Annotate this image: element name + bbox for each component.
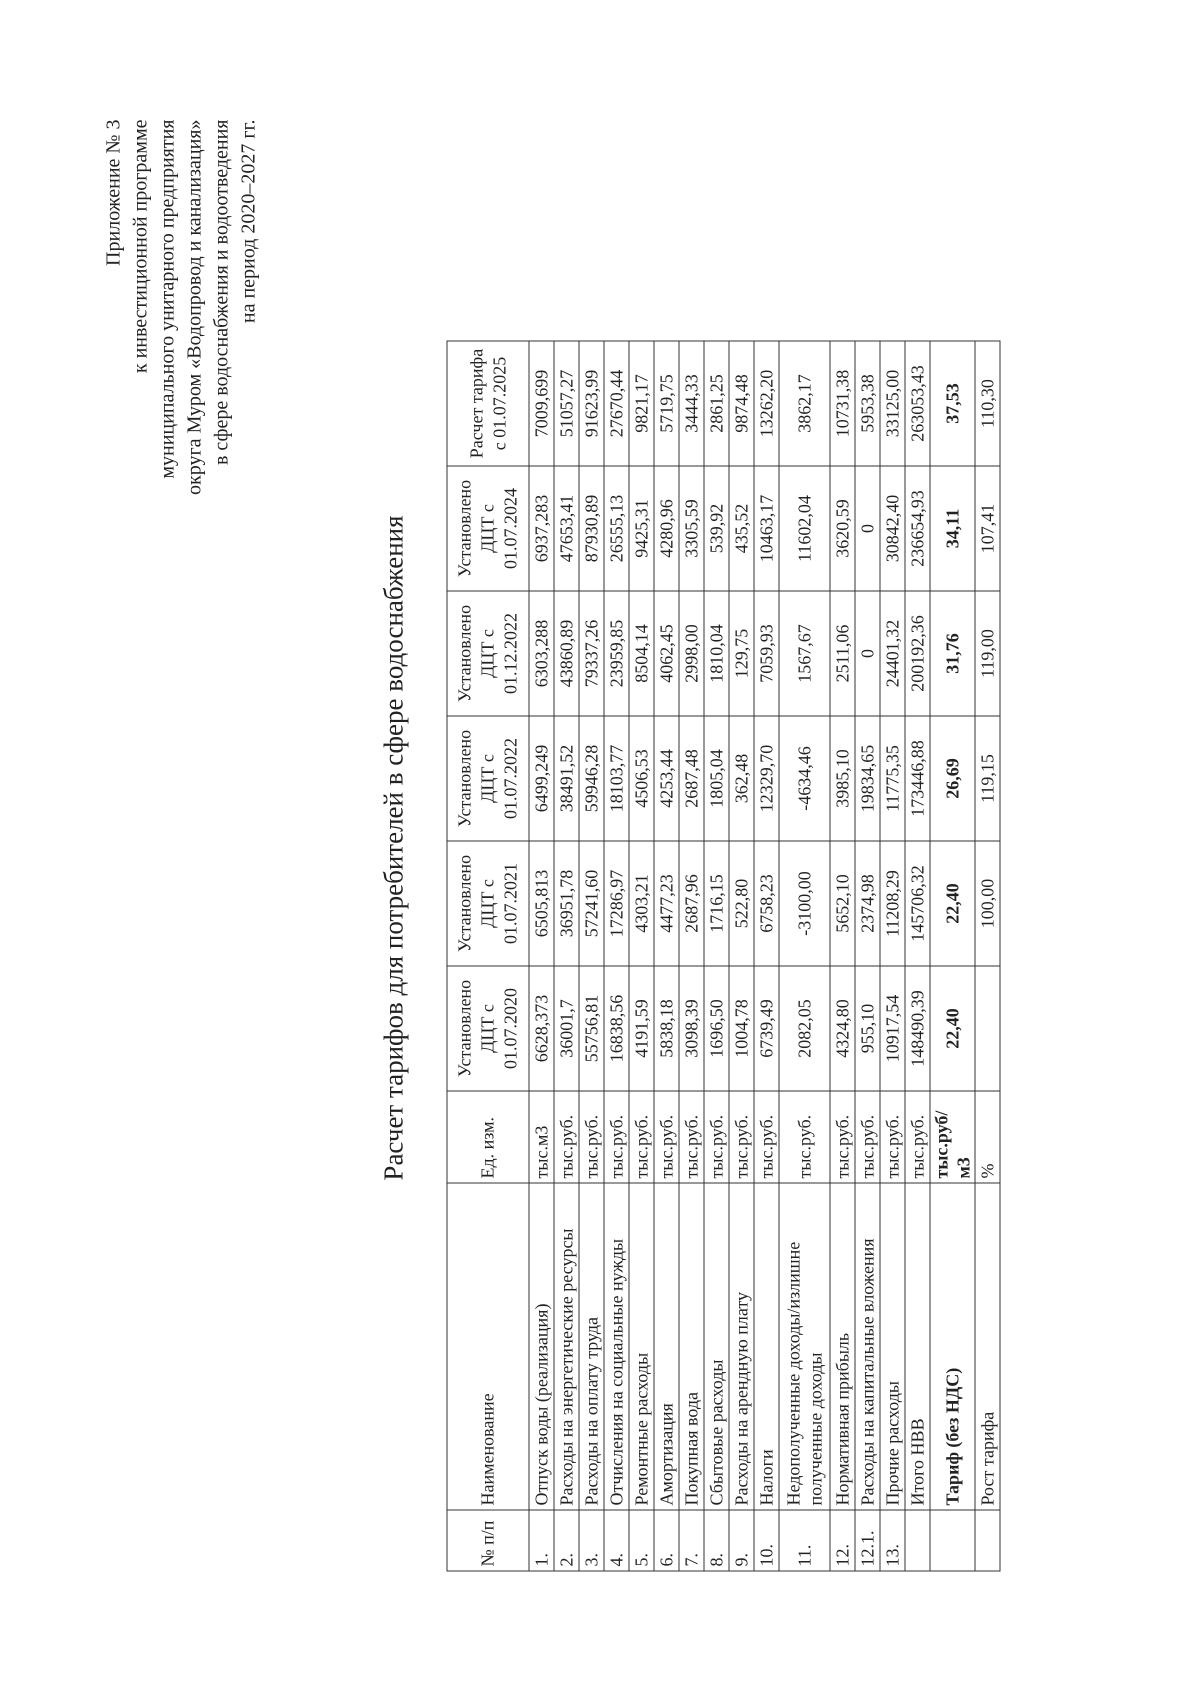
row-value-cell: 110,30 xyxy=(975,341,1000,466)
header-col-2024: Установлено ДЦТ с 01.07.2024 xyxy=(447,466,529,591)
row-name-cell: Прочие расходы xyxy=(880,1183,905,1510)
row-name-cell: Покупная вода xyxy=(679,1183,704,1510)
header-name: Наименование xyxy=(447,1183,529,1510)
row-value-cell: 1810,04 xyxy=(704,591,729,716)
row-value-cell: 27670,44 xyxy=(604,341,629,466)
row-value-cell: 31,76 xyxy=(930,591,975,716)
row-value-cell: 1696,50 xyxy=(704,966,729,1091)
row-num-cell: 1. xyxy=(529,1510,554,1571)
table-header-row xyxy=(447,341,529,1571)
row-value-cell: 26,69 xyxy=(930,716,975,841)
row-value-cell: -4634,46 xyxy=(779,716,830,841)
row-value-cell: 17286,97 xyxy=(604,841,629,966)
row-value-cell: 2998,00 xyxy=(679,591,704,716)
row-num-cell: 6. xyxy=(654,1510,679,1571)
row-num-cell: 4. xyxy=(604,1510,629,1571)
row-value-cell: 5953,38 xyxy=(855,341,880,466)
row-value-cell: 0 xyxy=(855,466,880,591)
row-value-cell: 362,48 xyxy=(729,716,754,841)
table-row xyxy=(679,341,704,1571)
row-value-cell: 22,40 xyxy=(930,966,975,1091)
row-value-cell: 24401,32 xyxy=(880,591,905,716)
table-row xyxy=(905,341,930,1571)
row-value-cell: 3862,17 xyxy=(779,341,830,466)
row-value-cell: 12329,70 xyxy=(754,716,779,841)
row-num-cell: 8. xyxy=(704,1510,729,1571)
row-value-cell: -3100,00 xyxy=(779,841,830,966)
row-name-cell: Итого НВВ xyxy=(905,1183,930,1510)
row-value-cell: 3098,39 xyxy=(679,966,704,1091)
row-value-cell: 55756,81 xyxy=(579,966,604,1091)
header-num: № п/п xyxy=(447,1510,529,1571)
row-value-cell: 145706,32 xyxy=(905,841,930,966)
row-name-cell: Амортизация xyxy=(654,1183,679,1510)
row-value-cell: 79337,26 xyxy=(579,591,604,716)
row-value-cell: 1567,67 xyxy=(779,591,830,716)
row-value-cell: 4477,23 xyxy=(654,841,679,966)
row-value-cell: 22,40 xyxy=(930,841,975,966)
row-value-cell xyxy=(975,966,1000,1091)
row-value-cell: 2511,06 xyxy=(830,591,855,716)
row-value-cell: 43860,89 xyxy=(554,591,579,716)
row-num-cell: 5. xyxy=(629,1510,654,1571)
row-value-cell: 2687,48 xyxy=(679,716,704,841)
row-unit-cell: тыс.руб. xyxy=(779,1091,830,1183)
table-row xyxy=(880,341,905,1571)
row-value-cell: 3305,59 xyxy=(679,466,704,591)
row-name-cell: Отчисления на социальные нужды xyxy=(604,1183,629,1510)
row-value-cell: 100,00 xyxy=(975,841,1000,966)
row-value-cell: 3444,33 xyxy=(679,341,704,466)
row-unit-cell: тыс.руб. xyxy=(554,1091,579,1183)
row-value-cell: 4253,44 xyxy=(654,716,679,841)
row-value-cell: 37,53 xyxy=(930,341,975,466)
row-value-cell: 263053,43 xyxy=(905,341,930,466)
row-value-cell: 4191,59 xyxy=(629,966,654,1091)
row-value-cell: 11775,35 xyxy=(880,716,905,841)
row-value-cell: 236654,93 xyxy=(905,466,930,591)
row-name-cell: Тариф (без НДС) xyxy=(930,1183,975,1510)
row-value-cell: 129,75 xyxy=(729,591,754,716)
row-num-cell xyxy=(905,1510,930,1571)
row-name-cell: Ремонтные расходы xyxy=(629,1183,654,1510)
row-value-cell: 2687,96 xyxy=(679,841,704,966)
row-unit-cell: тыс.руб. xyxy=(855,1091,880,1183)
tariff-table xyxy=(447,341,1001,1572)
row-value-cell: 33125,00 xyxy=(880,341,905,466)
table-row xyxy=(704,341,729,1571)
row-name-cell: Отпуск воды (реализация) xyxy=(529,1183,554,1510)
row-unit-cell: тыс.руб. xyxy=(704,1091,729,1183)
row-value-cell: 2374,98 xyxy=(855,841,880,966)
row-num-cell: 9. xyxy=(729,1510,754,1571)
row-value-cell: 10731,38 xyxy=(830,341,855,466)
appendix-header xyxy=(101,120,263,495)
row-value-cell: 5652,10 xyxy=(830,841,855,966)
row-unit-cell: тыс.руб. xyxy=(905,1091,930,1183)
row-unit-cell: тыс.руб. xyxy=(830,1091,855,1183)
row-value-cell: 91623,99 xyxy=(579,341,604,466)
appendix-line: в сфере водоснабжения и водоотведения xyxy=(210,119,233,466)
row-value-cell: 1004,78 xyxy=(729,966,754,1091)
row-value-cell: 107,41 xyxy=(975,466,1000,591)
table-row xyxy=(654,341,679,1571)
header-col-2022-07: Установлено ДЦТ с 01.07.2022 xyxy=(447,716,529,841)
table-row xyxy=(930,341,975,1571)
row-value-cell: 36001,7 xyxy=(554,966,579,1091)
row-value-cell: 1716,15 xyxy=(704,841,729,966)
header-unit: Ед. изм. xyxy=(447,1091,529,1183)
table-row xyxy=(830,341,855,1571)
table-row xyxy=(754,341,779,1571)
row-unit-cell: тыс.руб. xyxy=(629,1091,654,1183)
row-value-cell: 4303,21 xyxy=(629,841,654,966)
row-value-cell: 9821,17 xyxy=(629,341,654,466)
row-value-cell: 10917,54 xyxy=(880,966,905,1091)
document-title: Расчет тарифов для потребителей в сфере водоснабжения xyxy=(378,515,409,1181)
row-value-cell: 539,92 xyxy=(704,466,729,591)
row-value-cell: 4062,45 xyxy=(654,591,679,716)
row-value-cell: 435,52 xyxy=(729,466,754,591)
row-name-cell: Недополученные доходы/излишне полученные доходы xyxy=(779,1183,830,1510)
row-name-cell: Расходы на арендную плату xyxy=(729,1183,754,1510)
row-value-cell: 6505,813 xyxy=(529,841,554,966)
row-num-cell xyxy=(975,1510,1000,1571)
row-name-cell: Налоги xyxy=(754,1183,779,1510)
row-value-cell: 23959,85 xyxy=(604,591,629,716)
row-name-cell: Расходы на капитальные вложения xyxy=(855,1183,880,1510)
row-value-cell: 4280,96 xyxy=(654,466,679,591)
row-name-cell: Рост тарифа xyxy=(975,1183,1000,1510)
header-col-2022-12: Установлено ДЦТ с 01.12.2022 xyxy=(447,591,529,716)
table-row xyxy=(529,341,554,1571)
appendix-line: Приложение № 3 xyxy=(102,119,125,266)
row-value-cell: 4324,80 xyxy=(830,966,855,1091)
row-unit-cell: тыс.руб. xyxy=(579,1091,604,1183)
row-value-cell: 5838,18 xyxy=(654,966,679,1091)
row-value-cell: 34,11 xyxy=(930,466,975,591)
appendix-line: к инвестиционной программе xyxy=(129,119,152,374)
appendix-line: муниципального унитарного предприятия xyxy=(156,119,179,479)
header-col-2020: Установлено ДЦТ с 01.07.2020 xyxy=(447,966,529,1091)
row-value-cell: 6758,23 xyxy=(754,841,779,966)
row-unit-cell: тыс.руб. xyxy=(654,1091,679,1183)
row-value-cell: 9874,48 xyxy=(729,341,754,466)
row-value-cell: 59946,28 xyxy=(579,716,604,841)
row-value-cell: 955,10 xyxy=(855,966,880,1091)
row-value-cell: 10463,17 xyxy=(754,466,779,591)
row-name-cell: Расходы на оплату труда xyxy=(579,1183,604,1510)
row-value-cell: 4506,53 xyxy=(629,716,654,841)
row-value-cell: 0 xyxy=(855,591,880,716)
row-name-cell: Сбытовые расходы xyxy=(704,1183,729,1510)
row-value-cell: 173446,88 xyxy=(905,716,930,841)
row-name-cell: Нормативная прибыль xyxy=(830,1183,855,1510)
row-value-cell: 6628,373 xyxy=(529,966,554,1091)
row-unit-cell: тыс.руб. xyxy=(729,1091,754,1183)
table-row xyxy=(975,341,1000,1571)
row-value-cell: 200192,36 xyxy=(905,591,930,716)
row-value-cell: 38491,52 xyxy=(554,716,579,841)
row-value-cell: 6303,288 xyxy=(529,591,554,716)
row-value-cell: 47653,41 xyxy=(554,466,579,591)
table-row xyxy=(554,341,579,1571)
row-unit-cell: тыс.руб. xyxy=(679,1091,704,1183)
table-row xyxy=(779,341,830,1571)
row-value-cell: 11602,04 xyxy=(779,466,830,591)
row-num-cell: 2. xyxy=(554,1510,579,1571)
row-value-cell: 8504,14 xyxy=(629,591,654,716)
row-value-cell: 2082,05 xyxy=(779,966,830,1091)
row-value-cell: 6937,283 xyxy=(529,466,554,591)
row-value-cell: 2861,25 xyxy=(704,341,729,466)
row-value-cell: 119,00 xyxy=(975,591,1000,716)
row-value-cell: 36951,78 xyxy=(554,841,579,966)
row-value-cell: 19834,65 xyxy=(855,716,880,841)
row-name-cell: Расходы на энергетические ресурсы xyxy=(554,1183,579,1510)
row-value-cell: 6739,49 xyxy=(754,966,779,1091)
row-num-cell: 13. xyxy=(880,1510,905,1571)
table-row xyxy=(629,341,654,1571)
row-value-cell: 6499,249 xyxy=(529,716,554,841)
row-num-cell: 7. xyxy=(679,1510,704,1571)
appendix-line: округа Муром «Водопровод и канализация» xyxy=(183,119,206,495)
row-value-cell: 148490,39 xyxy=(905,966,930,1091)
row-value-cell: 11208,29 xyxy=(880,841,905,966)
row-value-cell: 1805,04 xyxy=(704,716,729,841)
row-value-cell: 522,80 xyxy=(729,841,754,966)
appendix-line: на период 2020–2027 гг. xyxy=(237,119,260,324)
row-value-cell: 13262,20 xyxy=(754,341,779,466)
row-value-cell: 18103,77 xyxy=(604,716,629,841)
row-unit-cell: % xyxy=(975,1091,1000,1183)
header-col-2021: Установлено ДЦТ с 01.07.2021 xyxy=(447,841,529,966)
row-value-cell: 26555,13 xyxy=(604,466,629,591)
row-value-cell: 119,15 xyxy=(975,716,1000,841)
row-value-cell: 57241,60 xyxy=(579,841,604,966)
row-value-cell: 5719,75 xyxy=(654,341,679,466)
row-value-cell: 16838,56 xyxy=(604,966,629,1091)
row-num-cell: 10. xyxy=(754,1510,779,1571)
row-num-cell xyxy=(930,1510,975,1571)
row-value-cell: 30842,40 xyxy=(880,466,905,591)
row-unit-cell: тыс.руб/м3 xyxy=(930,1091,975,1183)
row-value-cell: 51057,27 xyxy=(554,341,579,466)
header-col-2025: Расчет тарифа с 01.07.2025 xyxy=(447,341,529,466)
row-value-cell: 3620,59 xyxy=(830,466,855,591)
document-page xyxy=(1,0,1200,1697)
row-unit-cell: тыс.руб. xyxy=(754,1091,779,1183)
row-value-cell: 87930,89 xyxy=(579,466,604,591)
row-unit-cell: тыс.руб. xyxy=(880,1091,905,1183)
row-num-cell: 12.1. xyxy=(855,1510,880,1571)
row-num-cell: 12. xyxy=(830,1510,855,1571)
row-unit-cell: тыс.руб. xyxy=(604,1091,629,1183)
table-row xyxy=(604,341,629,1571)
row-value-cell: 9425,31 xyxy=(629,466,654,591)
row-value-cell: 7009,699 xyxy=(529,341,554,466)
table-row xyxy=(579,341,604,1571)
table-row xyxy=(729,341,754,1571)
row-value-cell: 7059,93 xyxy=(754,591,779,716)
row-unit-cell: тыс.м3 xyxy=(529,1091,554,1183)
row-num-cell: 11. xyxy=(779,1510,830,1571)
row-value-cell: 3985,10 xyxy=(830,716,855,841)
table-row xyxy=(855,341,880,1571)
row-num-cell: 3. xyxy=(579,1510,604,1571)
